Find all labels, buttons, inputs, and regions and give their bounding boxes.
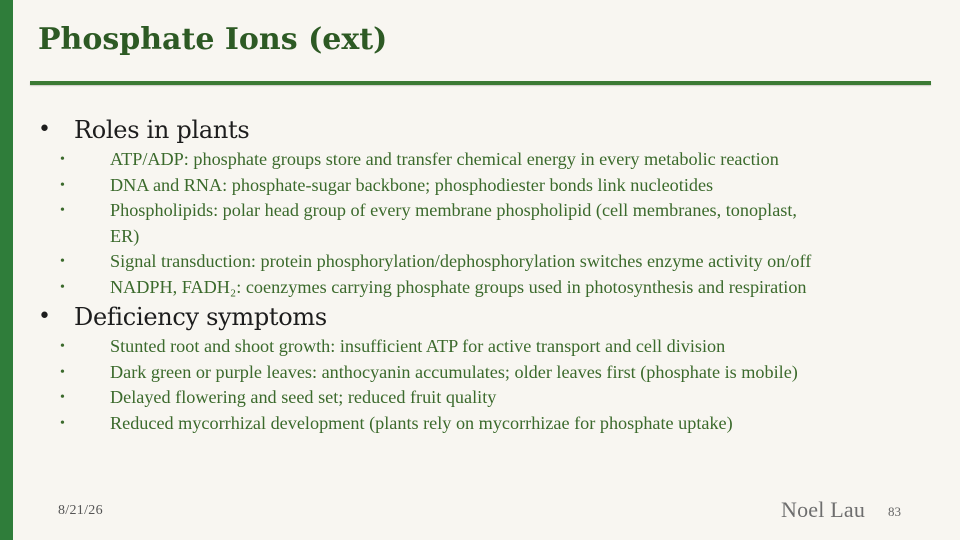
list-item bbox=[38, 334, 938, 360]
list-item-text: Reduced mycorrhizal development (plants rely on mycorrhizae for phosphate uptake) bbox=[110, 412, 733, 433]
bullet-icon: • bbox=[60, 254, 65, 269]
list-item bbox=[38, 385, 938, 411]
list-item-text-continuation: ER) bbox=[110, 225, 140, 246]
section-heading-text: Roles in plants bbox=[74, 116, 250, 144]
bullet-icon: • bbox=[38, 304, 51, 329]
footer-author: Noel Lau bbox=[781, 497, 866, 522]
bullet-icon: • bbox=[60, 203, 65, 218]
bullet-list bbox=[38, 334, 938, 436]
list-item bbox=[38, 147, 938, 173]
section-roles bbox=[38, 113, 938, 300]
list-item-text: Dark green or purple leaves: anthocyanin accumulates; older leaves first (phosphate is mobile) bbox=[110, 361, 798, 382]
list-item-text: ATP/ADP: phosphate groups store and transfer chemical energy in every metabolic reaction bbox=[110, 149, 779, 169]
section-heading-text: Deficiency symptoms bbox=[74, 303, 327, 331]
bullet-icon: • bbox=[60, 364, 65, 380]
list-item bbox=[38, 275, 938, 301]
list-item bbox=[38, 360, 938, 386]
title-divider bbox=[30, 81, 931, 85]
bullet-icon: • bbox=[60, 390, 65, 405]
slide-content bbox=[38, 113, 938, 436]
section-deficiency bbox=[38, 300, 938, 436]
list-item-text: Phospholipids: polar head group of every membrane phospholipid (cell membranes, tonoplast, bbox=[110, 200, 797, 220]
footer-date: 8/21/26 bbox=[58, 503, 103, 518]
list-item-text: Stunted root and shoot growth: insufficient ATP for active transport and cell division bbox=[110, 336, 726, 356]
bullet-icon: • bbox=[60, 339, 65, 354]
list-item-text: Signal transduction: protein phosphorylation/dephosphorylation switches enzyme activity on/off bbox=[110, 251, 812, 271]
bullet-list bbox=[38, 147, 938, 300]
bullet-icon: • bbox=[60, 279, 65, 295]
list-item bbox=[38, 411, 938, 437]
list-item-text: DNA and RNA: phosphate-sugar backbone; phosphodiester bonds link nucleotides bbox=[110, 174, 714, 195]
bullet-icon: • bbox=[38, 117, 51, 142]
section-heading bbox=[38, 113, 938, 147]
list-item bbox=[38, 173, 938, 199]
left-accent-bar bbox=[0, 0, 13, 540]
slide-title: Phosphate Ions (ext) bbox=[38, 22, 388, 57]
section-heading bbox=[38, 300, 938, 334]
bullet-icon: • bbox=[60, 152, 65, 167]
list-item bbox=[38, 198, 938, 249]
list-item-text: NADPH, FADH₂: coenzymes carrying phosphate groups used in photosynthesis and respiration bbox=[110, 276, 807, 297]
page-number: 83 bbox=[888, 504, 901, 519]
bullet-icon: • bbox=[60, 415, 65, 431]
bullet-icon: • bbox=[60, 177, 65, 193]
list-item bbox=[38, 249, 938, 275]
list-item-text: Delayed flowering and seed set; reduced fruit quality bbox=[110, 387, 497, 407]
